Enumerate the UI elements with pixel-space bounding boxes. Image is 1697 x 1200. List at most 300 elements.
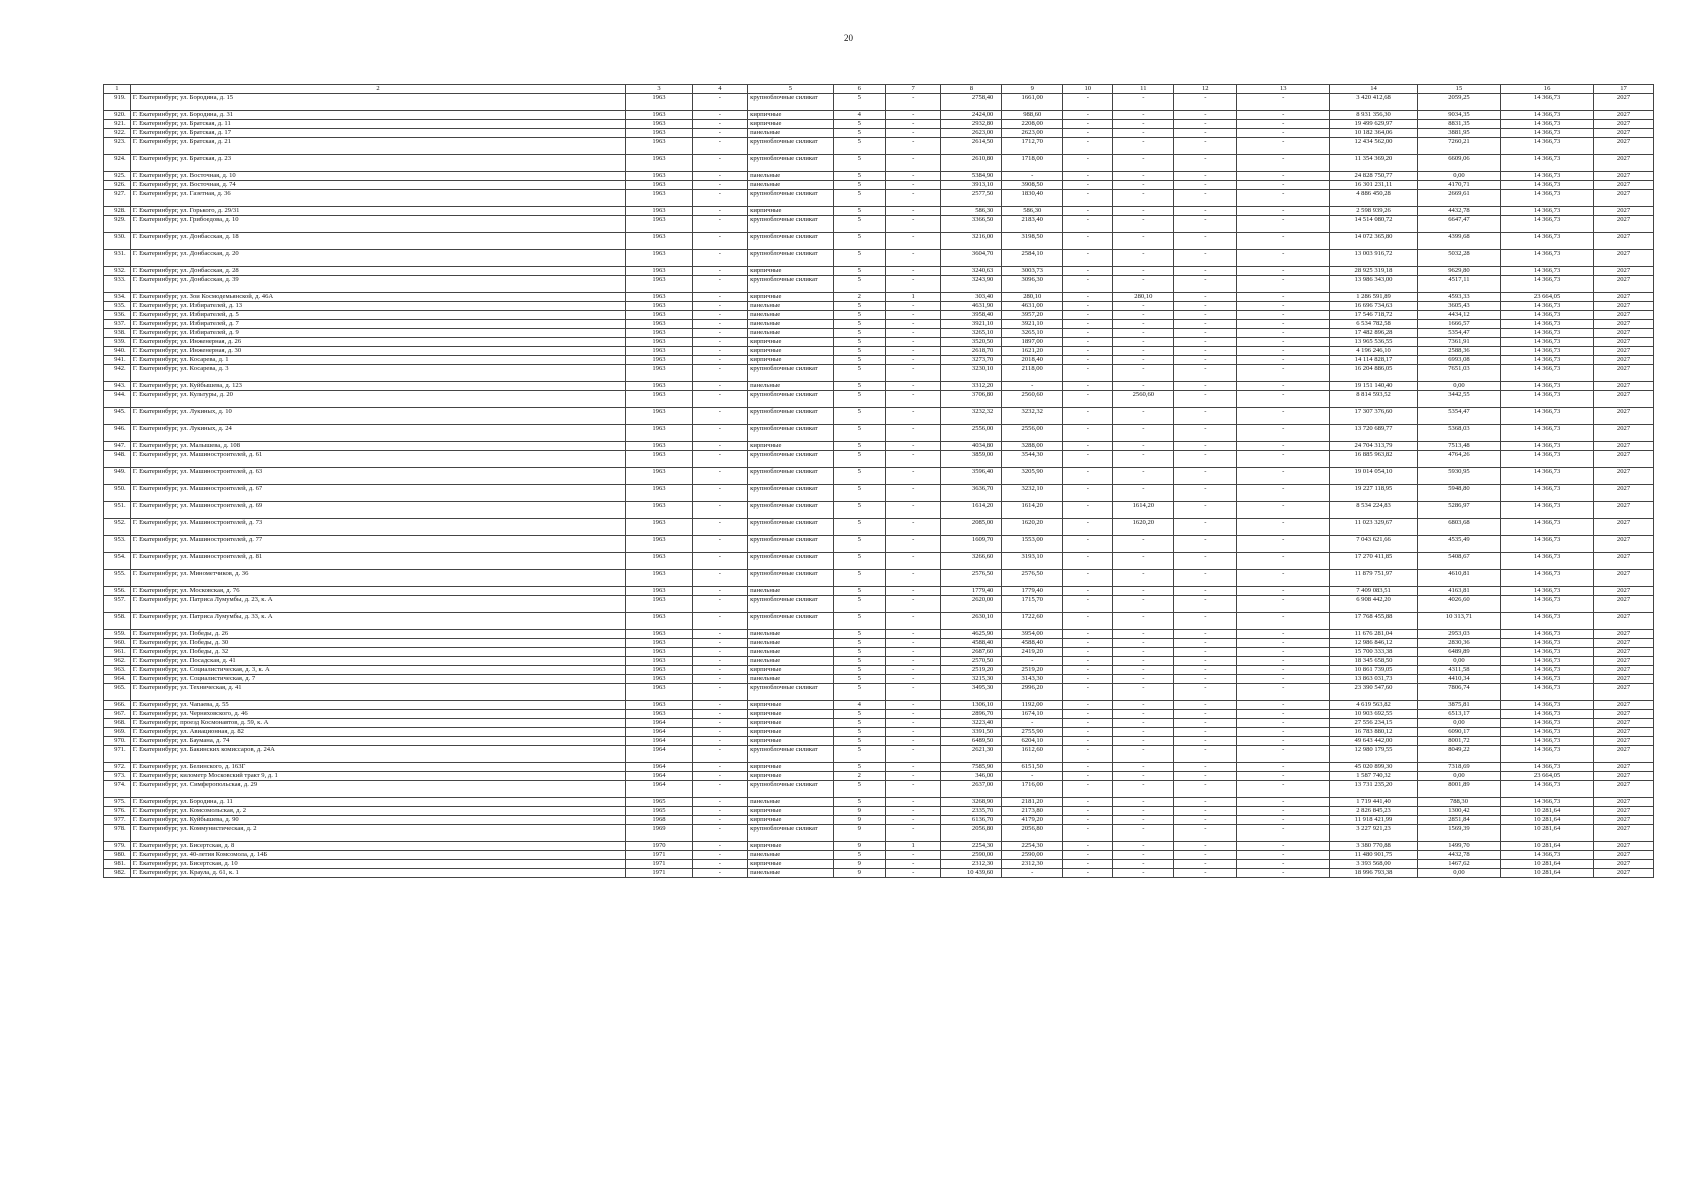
value-12: - xyxy=(1174,596,1237,613)
column-number: 4 xyxy=(692,85,748,94)
floors: 5 xyxy=(833,485,885,502)
floors: 5 xyxy=(833,596,885,613)
row-number: 950. xyxy=(104,485,131,502)
table-row xyxy=(104,746,1654,763)
wall-material: крупноблочные силикат xyxy=(748,276,833,293)
residential-area: 4631,00 xyxy=(1002,302,1063,311)
repair-cost: 16 301 231,11 xyxy=(1330,181,1418,190)
repair-cost: 10 903 692,55 xyxy=(1330,710,1418,719)
column-number: 11 xyxy=(1113,85,1174,94)
row-number: 944. xyxy=(104,391,131,408)
value-12: - xyxy=(1174,382,1237,391)
wall-material: кирпичные xyxy=(748,719,833,728)
value-13: - xyxy=(1237,382,1330,391)
underground-floors: - xyxy=(885,320,941,329)
table-row xyxy=(104,267,1654,276)
total-area: 3495,30 xyxy=(941,684,1002,701)
year-commissioned: - xyxy=(692,639,748,648)
area-11: - xyxy=(1113,207,1174,216)
underground-floors: - xyxy=(885,587,941,596)
floors: 5 xyxy=(833,320,885,329)
planned-year: 2027 xyxy=(1594,329,1654,338)
cost-limit: 14 366,73 xyxy=(1501,570,1594,587)
residential-area: 2208,00 xyxy=(1002,120,1063,129)
underground-floors: - xyxy=(885,233,941,250)
value-12: - xyxy=(1174,391,1237,408)
year-built: 1964 xyxy=(626,737,692,746)
column-number: 5 xyxy=(748,85,833,94)
year-commissioned: - xyxy=(692,763,748,772)
residential-area: 1553,00 xyxy=(1002,536,1063,553)
planned-year: 2027 xyxy=(1594,365,1654,382)
address: Г. Екатеринбург, ул. Краула, д. 61, к. 1 xyxy=(130,869,626,878)
floors: 4 xyxy=(833,111,885,120)
cost-per-sqm: 7513,48 xyxy=(1417,442,1500,451)
column-number: 17 xyxy=(1594,85,1654,94)
cost-limit: 14 366,73 xyxy=(1501,250,1594,267)
value-12: - xyxy=(1174,553,1237,570)
row-number: 966. xyxy=(104,701,131,710)
total-area: 2312,30 xyxy=(941,860,1002,869)
cost-limit: 14 366,73 xyxy=(1501,737,1594,746)
area-11: - xyxy=(1113,190,1174,207)
year-commissioned: - xyxy=(692,442,748,451)
area-11: - xyxy=(1113,869,1174,878)
area-10: - xyxy=(1063,276,1113,293)
area-11: - xyxy=(1113,807,1174,816)
repair-cost: 10 182 364,06 xyxy=(1330,129,1418,138)
year-commissioned: - xyxy=(692,675,748,684)
underground-floors: - xyxy=(885,639,941,648)
cost-limit: 14 366,73 xyxy=(1501,746,1594,763)
table-row xyxy=(104,781,1654,798)
cost-per-sqm: 1666,57 xyxy=(1417,320,1500,329)
year-commissioned: - xyxy=(692,172,748,181)
address: Г. Екатеринбург, ул. Бородина, д. 15 xyxy=(130,94,626,111)
area-10: - xyxy=(1063,666,1113,675)
cost-limit: 10 281,64 xyxy=(1501,842,1594,851)
cost-limit: 14 366,73 xyxy=(1501,111,1594,120)
area-11: - xyxy=(1113,267,1174,276)
residential-area: 2018,40 xyxy=(1002,356,1063,365)
area-11: - xyxy=(1113,320,1174,329)
row-number: 960. xyxy=(104,639,131,648)
repair-cost: 11 676 281,04 xyxy=(1330,630,1418,639)
value-13: - xyxy=(1237,172,1330,181)
planned-year: 2027 xyxy=(1594,825,1654,842)
value-13: - xyxy=(1237,120,1330,129)
area-10: - xyxy=(1063,207,1113,216)
underground-floors: - xyxy=(885,216,941,233)
planned-year: 2027 xyxy=(1594,816,1654,825)
wall-material: крупноблочные силикат xyxy=(748,485,833,502)
address: Г. Екатеринбург, ул. Культуры, д. 20 xyxy=(130,391,626,408)
residential-area: 586,30 xyxy=(1002,207,1063,216)
value-13: - xyxy=(1237,451,1330,468)
table-row xyxy=(104,613,1654,630)
table-row xyxy=(104,675,1654,684)
wall-material: панельные xyxy=(748,382,833,391)
table-row xyxy=(104,728,1654,737)
planned-year: 2027 xyxy=(1594,347,1654,356)
floors: 5 xyxy=(833,276,885,293)
planned-year: 2027 xyxy=(1594,772,1654,781)
repair-cost: 49 643 442,00 xyxy=(1330,737,1418,746)
value-12: - xyxy=(1174,129,1237,138)
wall-material: кирпичные xyxy=(748,772,833,781)
address: Г. Екатеринбург, ул. Братская, д. 23 xyxy=(130,155,626,172)
year-built: 1971 xyxy=(626,860,692,869)
cost-per-sqm: 1569,39 xyxy=(1417,825,1500,842)
area-11: - xyxy=(1113,587,1174,596)
floors: 5 xyxy=(833,129,885,138)
year-commissioned: - xyxy=(692,684,748,701)
row-number: 956. xyxy=(104,587,131,596)
value-12: - xyxy=(1174,356,1237,365)
year-commissioned: - xyxy=(692,267,748,276)
value-13: - xyxy=(1237,216,1330,233)
table-row xyxy=(104,111,1654,120)
value-12: - xyxy=(1174,276,1237,293)
address: Г. Екатеринбург, ул. Инженерная, д. 30 xyxy=(130,347,626,356)
value-13: - xyxy=(1237,155,1330,172)
residential-area: 2584,10 xyxy=(1002,250,1063,267)
year-commissioned: - xyxy=(692,468,748,485)
repair-cost: 28 925 319,18 xyxy=(1330,267,1418,276)
table-row xyxy=(104,233,1654,250)
total-area: 3958,40 xyxy=(941,311,1002,320)
row-number: 959. xyxy=(104,630,131,639)
address: Г. Екатеринбург, ул. Донбасская, д. 28 xyxy=(130,267,626,276)
repair-cost: 13 003 916,72 xyxy=(1330,250,1418,267)
year-built: 1964 xyxy=(626,719,692,728)
area-11: - xyxy=(1113,425,1174,442)
year-commissioned: - xyxy=(692,233,748,250)
floors: 5 xyxy=(833,570,885,587)
total-area: 2932,80 xyxy=(941,120,1002,129)
residential-area: 2755,90 xyxy=(1002,728,1063,737)
cost-per-sqm: 4163,81 xyxy=(1417,587,1500,596)
floors: 5 xyxy=(833,94,885,111)
area-10: - xyxy=(1063,216,1113,233)
floors: 9 xyxy=(833,825,885,842)
value-12: - xyxy=(1174,536,1237,553)
repair-cost: 17 768 455,88 xyxy=(1330,613,1418,630)
area-11: 1620,20 xyxy=(1113,519,1174,536)
address: Г. Екатеринбург, ул. Авиационная, д. 82 xyxy=(130,728,626,737)
cost-limit: 14 366,73 xyxy=(1501,657,1594,666)
address: Г. Екатеринбург, ул. Социалистическая, д. 3, к. А xyxy=(130,666,626,675)
cost-limit: 14 366,73 xyxy=(1501,408,1594,425)
area-10: - xyxy=(1063,851,1113,860)
row-number: 920. xyxy=(104,111,131,120)
year-commissioned: - xyxy=(692,425,748,442)
wall-material: крупноблочные силикат xyxy=(748,684,833,701)
year-commissioned: - xyxy=(692,485,748,502)
cost-per-sqm: 4026,60 xyxy=(1417,596,1500,613)
year-built: 1963 xyxy=(626,710,692,719)
value-13: - xyxy=(1237,701,1330,710)
wall-material: крупноблочные силикат xyxy=(748,536,833,553)
year-built: 1963 xyxy=(626,356,692,365)
wall-material: панельные xyxy=(748,320,833,329)
area-11: - xyxy=(1113,276,1174,293)
row-number: 927. xyxy=(104,190,131,207)
year-built: 1963 xyxy=(626,485,692,502)
table-row xyxy=(104,719,1654,728)
residential-area: - xyxy=(1002,172,1063,181)
value-12: - xyxy=(1174,666,1237,675)
cost-limit: 14 366,73 xyxy=(1501,666,1594,675)
table-row xyxy=(104,763,1654,772)
row-number: 926. xyxy=(104,181,131,190)
area-10: - xyxy=(1063,267,1113,276)
planned-year: 2027 xyxy=(1594,807,1654,816)
address: Г. Екатеринбург, ул. Коммунистическая, д. 2 xyxy=(130,825,626,842)
cost-per-sqm: 4764,26 xyxy=(1417,451,1500,468)
year-commissioned: - xyxy=(692,302,748,311)
area-11: - xyxy=(1113,710,1174,719)
area-11: - xyxy=(1113,798,1174,807)
address: Г. Екатеринбург, ул. Машиностроителей, д. 61 xyxy=(130,451,626,468)
area-10: - xyxy=(1063,329,1113,338)
value-13: - xyxy=(1237,781,1330,798)
wall-material: кирпичные xyxy=(748,442,833,451)
column-number: 1 xyxy=(104,85,131,94)
year-commissioned: - xyxy=(692,570,748,587)
year-built: 1963 xyxy=(626,138,692,155)
area-10: - xyxy=(1063,111,1113,120)
floors: 4 xyxy=(833,701,885,710)
address: Г. Екатеринбург, ул. Черняховского, д. 46 xyxy=(130,710,626,719)
wall-material: крупноблочные силикат xyxy=(748,391,833,408)
row-number: 924. xyxy=(104,155,131,172)
wall-material: панельные xyxy=(748,851,833,860)
area-11: - xyxy=(1113,536,1174,553)
planned-year: 2027 xyxy=(1594,798,1654,807)
floors: 5 xyxy=(833,311,885,320)
year-built: 1963 xyxy=(626,701,692,710)
address: Г. Екатеринбург, ул. Восточная, д. 10 xyxy=(130,172,626,181)
year-built: 1963 xyxy=(626,338,692,347)
year-built: 1963 xyxy=(626,181,692,190)
row-number: 978. xyxy=(104,825,131,842)
area-10: - xyxy=(1063,391,1113,408)
table-row xyxy=(104,825,1654,842)
area-10: - xyxy=(1063,172,1113,181)
year-commissioned: - xyxy=(692,138,748,155)
year-built: 1963 xyxy=(626,596,692,613)
residential-area: - xyxy=(1002,719,1063,728)
area-10: - xyxy=(1063,763,1113,772)
area-10: - xyxy=(1063,710,1113,719)
cost-per-sqm: 4535,49 xyxy=(1417,536,1500,553)
area-10: - xyxy=(1063,746,1113,763)
address: Г. Екатеринбург, ул. Бисертская, д. 10 xyxy=(130,860,626,869)
area-10: - xyxy=(1063,825,1113,842)
floors: 5 xyxy=(833,451,885,468)
underground-floors: - xyxy=(885,468,941,485)
area-10: - xyxy=(1063,719,1113,728)
page-number: 20 xyxy=(844,33,853,43)
floors: 5 xyxy=(833,207,885,216)
cost-per-sqm: 2830,36 xyxy=(1417,639,1500,648)
repair-cost: 14 072 365,80 xyxy=(1330,233,1418,250)
row-number: 973. xyxy=(104,772,131,781)
row-number: 963. xyxy=(104,666,131,675)
cost-per-sqm: 4610,81 xyxy=(1417,570,1500,587)
residential-area: 2173,80 xyxy=(1002,807,1063,816)
planned-year: 2027 xyxy=(1594,129,1654,138)
table-row xyxy=(104,737,1654,746)
underground-floors: - xyxy=(885,728,941,737)
year-commissioned: - xyxy=(692,155,748,172)
address: Г. Екатеринбург, ул. Техническая, д. 41 xyxy=(130,684,626,701)
wall-material: панельные xyxy=(748,798,833,807)
address: Г. Екатеринбург, ул. Косарева, д. 3 xyxy=(130,365,626,382)
area-11: 1614,20 xyxy=(1113,502,1174,519)
value-13: - xyxy=(1237,657,1330,666)
area-10: - xyxy=(1063,320,1113,329)
year-commissioned: - xyxy=(692,250,748,267)
floors: 5 xyxy=(833,553,885,570)
value-12: - xyxy=(1174,468,1237,485)
cost-limit: 14 366,73 xyxy=(1501,391,1594,408)
total-area: 3223,40 xyxy=(941,719,1002,728)
table-row xyxy=(104,851,1654,860)
floors: 5 xyxy=(833,675,885,684)
underground-floors: 1 xyxy=(885,293,941,302)
cost-per-sqm: 2669,61 xyxy=(1417,190,1500,207)
underground-floors: - xyxy=(885,347,941,356)
underground-floors: - xyxy=(885,408,941,425)
address: Г. Екатеринбург, ул. Братская, д. 17 xyxy=(130,129,626,138)
area-10: - xyxy=(1063,648,1113,657)
table-row xyxy=(104,772,1654,781)
underground-floors: 1 xyxy=(885,842,941,851)
address: Г. Екатеринбург, ул. Куйбышева, д. 90 xyxy=(130,816,626,825)
year-built: 1964 xyxy=(626,746,692,763)
value-13: - xyxy=(1237,710,1330,719)
residential-area: 3288,00 xyxy=(1002,442,1063,451)
repair-cost: 1 286 591,89 xyxy=(1330,293,1418,302)
address: Г. Екатеринбург, ул. Инженерная, д. 26 xyxy=(130,338,626,347)
total-area: 1306,10 xyxy=(941,701,1002,710)
underground-floors: - xyxy=(885,181,941,190)
underground-floors: - xyxy=(885,701,941,710)
area-10: - xyxy=(1063,347,1113,356)
planned-year: 2027 xyxy=(1594,737,1654,746)
address: Г. Екатеринбург, ул. Лукиных, д. 24 xyxy=(130,425,626,442)
area-11: - xyxy=(1113,719,1174,728)
cost-per-sqm: 10 313,71 xyxy=(1417,613,1500,630)
address: Г. Екатеринбург, ул. Симферопольская, д. 29 xyxy=(130,781,626,798)
planned-year: 2027 xyxy=(1594,293,1654,302)
wall-material: кирпичные xyxy=(748,267,833,276)
wall-material: панельные xyxy=(748,172,833,181)
total-area: 2896,70 xyxy=(941,710,1002,719)
value-13: - xyxy=(1237,666,1330,675)
residential-area: 3143,30 xyxy=(1002,675,1063,684)
value-13: - xyxy=(1237,425,1330,442)
value-13: - xyxy=(1237,111,1330,120)
year-commissioned: - xyxy=(692,781,748,798)
area-10: - xyxy=(1063,155,1113,172)
table-row xyxy=(104,468,1654,485)
table-row xyxy=(104,302,1654,311)
table-row xyxy=(104,807,1654,816)
table-row xyxy=(104,207,1654,216)
row-number: 954. xyxy=(104,553,131,570)
row-number: 958. xyxy=(104,613,131,630)
repair-cost: 3 393 568,00 xyxy=(1330,860,1418,869)
row-number: 937. xyxy=(104,320,131,329)
area-11: - xyxy=(1113,485,1174,502)
address: Г. Екатеринбург, ул. Машиностроителей, д. 81 xyxy=(130,553,626,570)
year-commissioned: - xyxy=(692,587,748,596)
cost-per-sqm: 9034,35 xyxy=(1417,111,1500,120)
underground-floors: - xyxy=(885,302,941,311)
cost-per-sqm: 7651,03 xyxy=(1417,365,1500,382)
year-commissioned: - xyxy=(692,347,748,356)
row-number: 976. xyxy=(104,807,131,816)
row-number: 925. xyxy=(104,172,131,181)
wall-material: крупноблочные силикат xyxy=(748,613,833,630)
value-12: - xyxy=(1174,675,1237,684)
cost-per-sqm: 4399,68 xyxy=(1417,233,1500,250)
planned-year: 2027 xyxy=(1594,648,1654,657)
row-number: 961. xyxy=(104,648,131,657)
residential-area: 3957,20 xyxy=(1002,311,1063,320)
address: Г. Екатеринбург, ул. Избирателей, д. 9 xyxy=(130,329,626,338)
cost-per-sqm: 4593,33 xyxy=(1417,293,1500,302)
planned-year: 2027 xyxy=(1594,719,1654,728)
total-area: 2614,50 xyxy=(941,138,1002,155)
wall-material: крупноблочные силикат xyxy=(748,155,833,172)
row-number: 936. xyxy=(104,311,131,320)
underground-floors: - xyxy=(885,807,941,816)
area-11: 2560,60 xyxy=(1113,391,1174,408)
repair-cost: 45 020 899,30 xyxy=(1330,763,1418,772)
area-10: - xyxy=(1063,502,1113,519)
area-11: - xyxy=(1113,639,1174,648)
cost-per-sqm: 3881,95 xyxy=(1417,129,1500,138)
row-number: 946. xyxy=(104,425,131,442)
underground-floors: - xyxy=(885,719,941,728)
planned-year: 2027 xyxy=(1594,276,1654,293)
repair-cost: 8 931 356,30 xyxy=(1330,111,1418,120)
year-built: 1969 xyxy=(626,825,692,842)
area-10: - xyxy=(1063,365,1113,382)
value-12: - xyxy=(1174,302,1237,311)
underground-floors: - xyxy=(885,311,941,320)
repair-cost: 13 986 343,00 xyxy=(1330,276,1418,293)
floors: 5 xyxy=(833,356,885,365)
cost-limit: 14 366,73 xyxy=(1501,365,1594,382)
cost-per-sqm: 6513,17 xyxy=(1417,710,1500,719)
total-area: 1779,40 xyxy=(941,587,1002,596)
cost-limit: 14 366,73 xyxy=(1501,468,1594,485)
underground-floors: - xyxy=(885,737,941,746)
table-row xyxy=(104,129,1654,138)
area-10: - xyxy=(1063,798,1113,807)
area-10: - xyxy=(1063,570,1113,587)
total-area: 4588,40 xyxy=(941,639,1002,648)
area-10: - xyxy=(1063,613,1113,630)
year-built: 1964 xyxy=(626,772,692,781)
table-row xyxy=(104,425,1654,442)
row-number: 980. xyxy=(104,851,131,860)
